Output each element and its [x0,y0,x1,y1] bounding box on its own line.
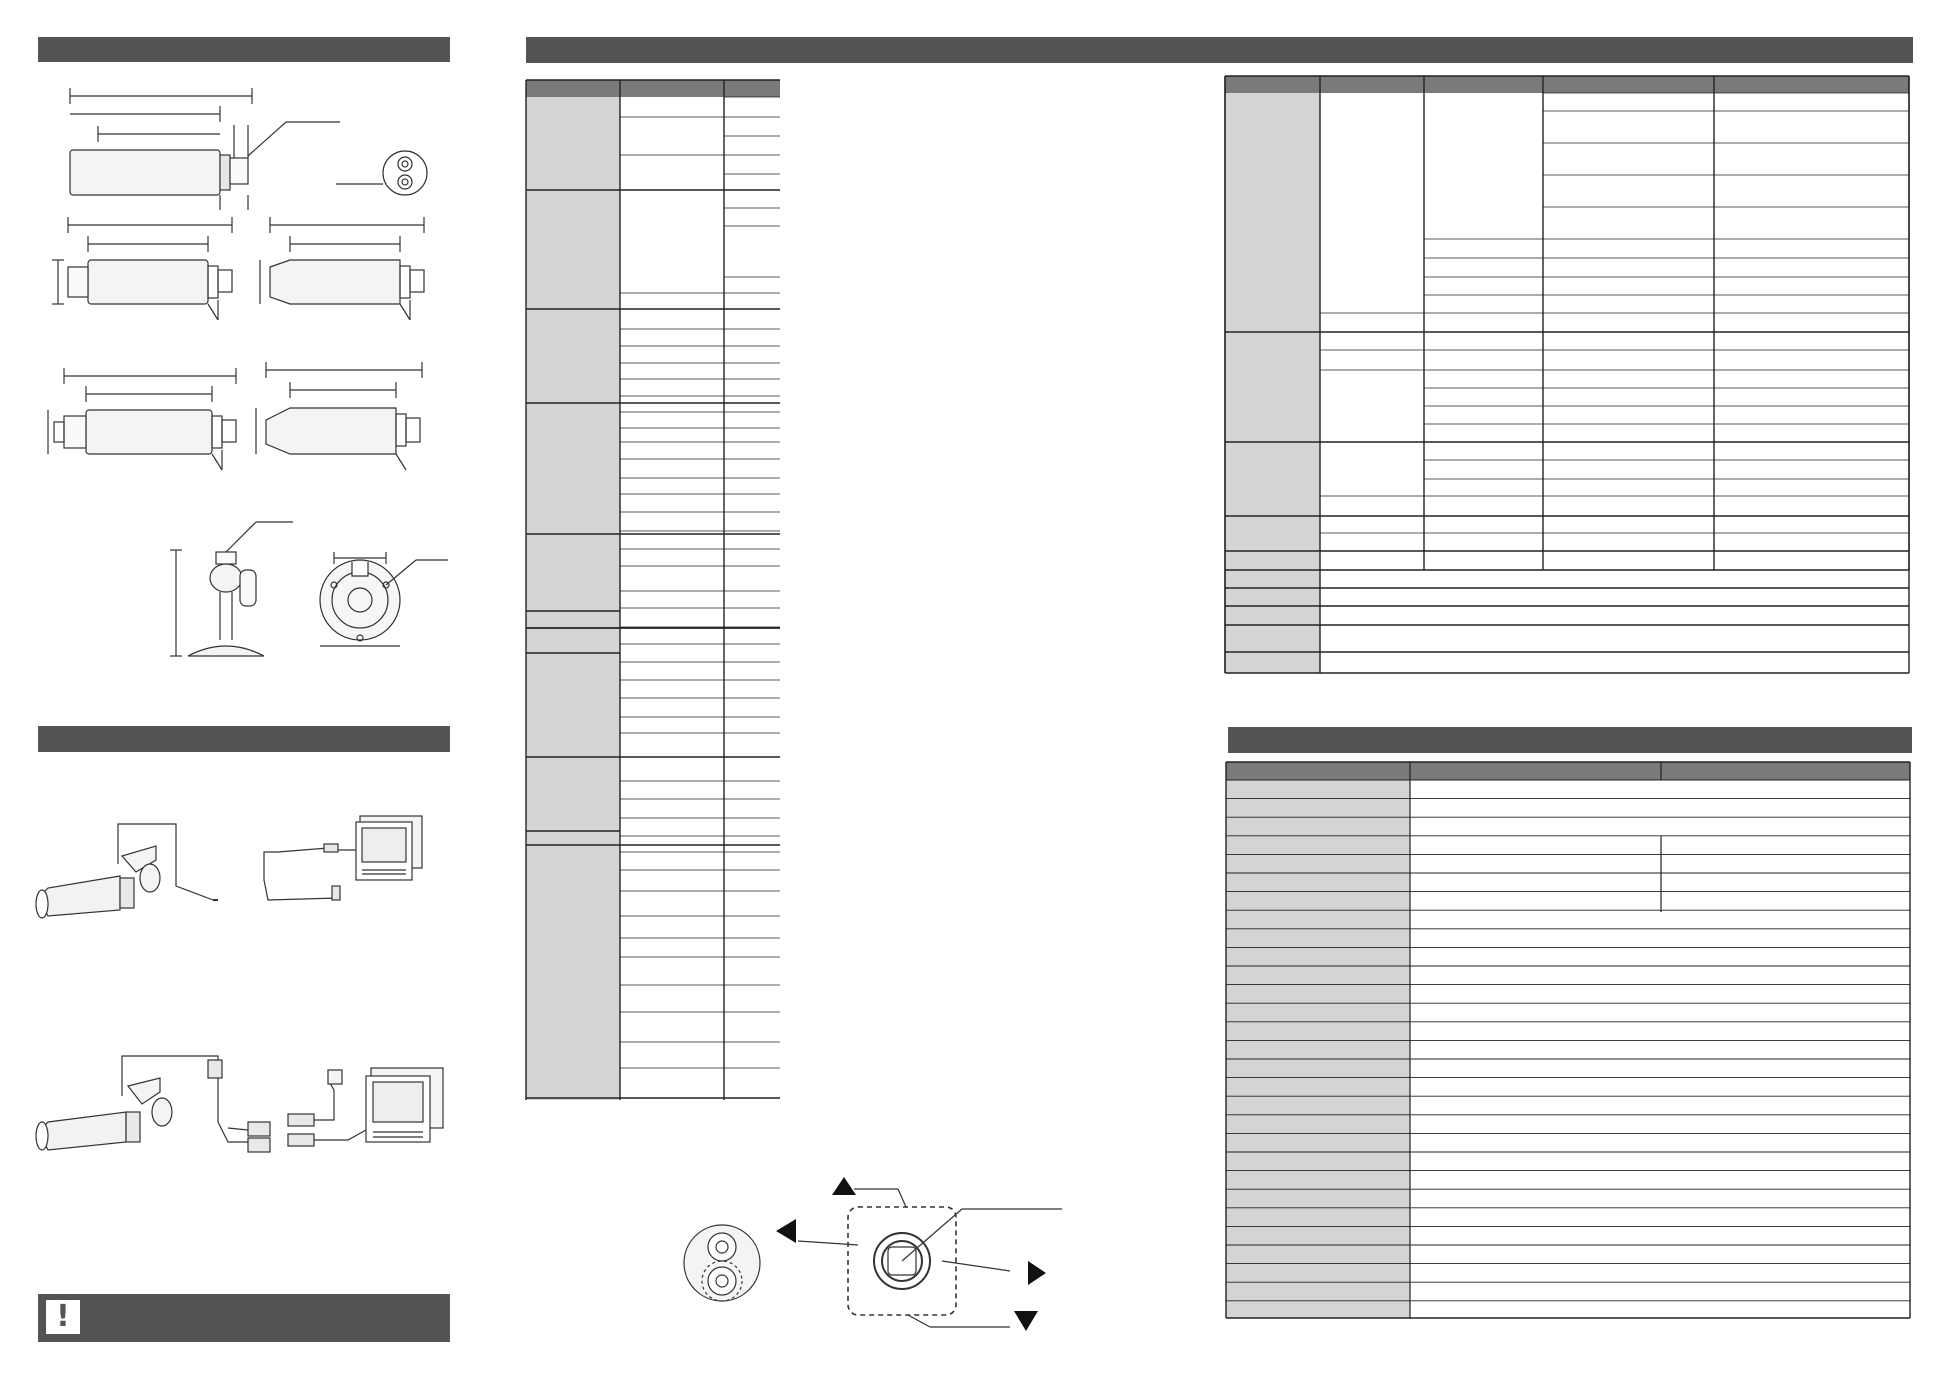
up-arrow-icon [832,1177,856,1195]
right-arrow-icon [1028,1261,1046,1285]
osd-joystick-diagram [680,1175,1100,1345]
down-arrow-icon [1014,1311,1038,1331]
specs-label-column [1226,780,1410,1318]
exclamation-icon: ! [46,1300,80,1334]
camera-rear-view [684,1225,760,1301]
specs-header-row [1226,762,1910,780]
left-arrow-icon [776,1219,796,1243]
